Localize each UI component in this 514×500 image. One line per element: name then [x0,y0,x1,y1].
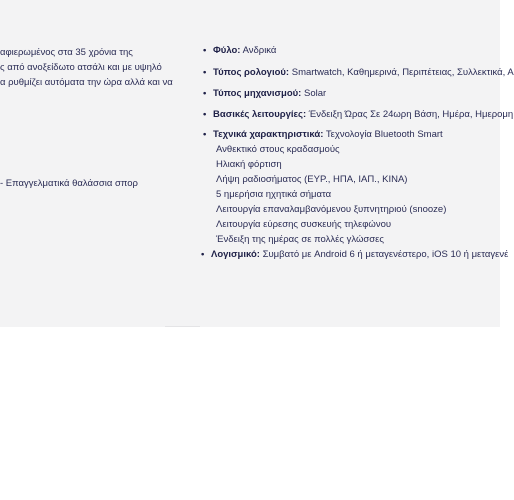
spec-value: Smartwatch, Καθημερινά, Περιπέτειας, Συλλεκτικά, Α [289,67,514,78]
spec-technical-features [203,129,443,140]
description-text [0,0,190,327]
technical-feature-item: Ανθεκτικό στους κραδασμούς [216,144,340,155]
spec-movement-type [203,88,326,99]
spec-label: Τεχνικά χαρακτηριστικά: [213,129,324,140]
spec-label: Τύπος ρολογιού: [213,67,290,78]
technical-feature-item: Λήψη ραδιοσήματος (ΕΥΡ., ΗΠΑ, ΙΑΠ., ΚΙΝΑ) [216,174,408,185]
divider [165,326,200,327]
bullet-icon: • [203,109,207,120]
bullet-icon: • [201,249,205,260]
spec-value: Ένδειξη Ώρας Σε 24ωρη Βάση, Ημέρα, Ημερομη [306,109,514,120]
spec-value: Τεχνολογία Bluetooth Smart [323,129,443,140]
description-line: αφιερωμένος στα 35 χρόνια της [0,47,133,58]
bullet-icon: • [203,45,207,56]
spec-value: Συμβατό με Android 6 ή μεταγενέστερο, iOS 10 ή μεταγενέ [259,249,509,260]
spec-label: Τύπος μηχανισμού: [213,88,302,99]
technical-feature-item: Ένδειξη της ημέρας σε πολλές γλώσσες [216,234,384,245]
spec-label: Φύλο: [213,45,241,56]
spec-gender [203,45,276,56]
description-line: - Επαγγελματικά θαλάσσια σπορ [0,178,138,189]
bullet-icon: • [203,88,207,99]
spec-basic-functions [203,109,513,120]
spec-value: Solar [301,88,327,99]
spec-software [201,249,508,260]
description-line: ς από ανοξείδωτο ατσάλι και με υψηλό [0,62,162,73]
technical-feature-item: 5 ημερήσια ηχητικά σήματα [216,189,332,200]
technical-feature-item: Ηλιακή φόρτιση [216,159,282,170]
spec-value: Ανδρικά [240,45,277,56]
spec-watch-type [203,67,514,78]
technical-feature-item: Λειτουργία εύρεσης συσκευής τηλεφώνου [216,219,392,230]
spec-label: Βασικές λειτουργίες: [213,109,307,120]
description-line: α ρυθμίζει αυτόματα την ώρα αλλά και να [0,77,173,88]
bullet-icon: • [203,129,207,140]
bullet-icon: • [203,67,207,78]
specifications-list [201,0,514,327]
spec-label: Λογισμικό: [211,249,260,260]
technical-feature-item: Λειτουργία επαναλαμβανόμενου ξυπνητηριού (snooze) [216,204,447,215]
